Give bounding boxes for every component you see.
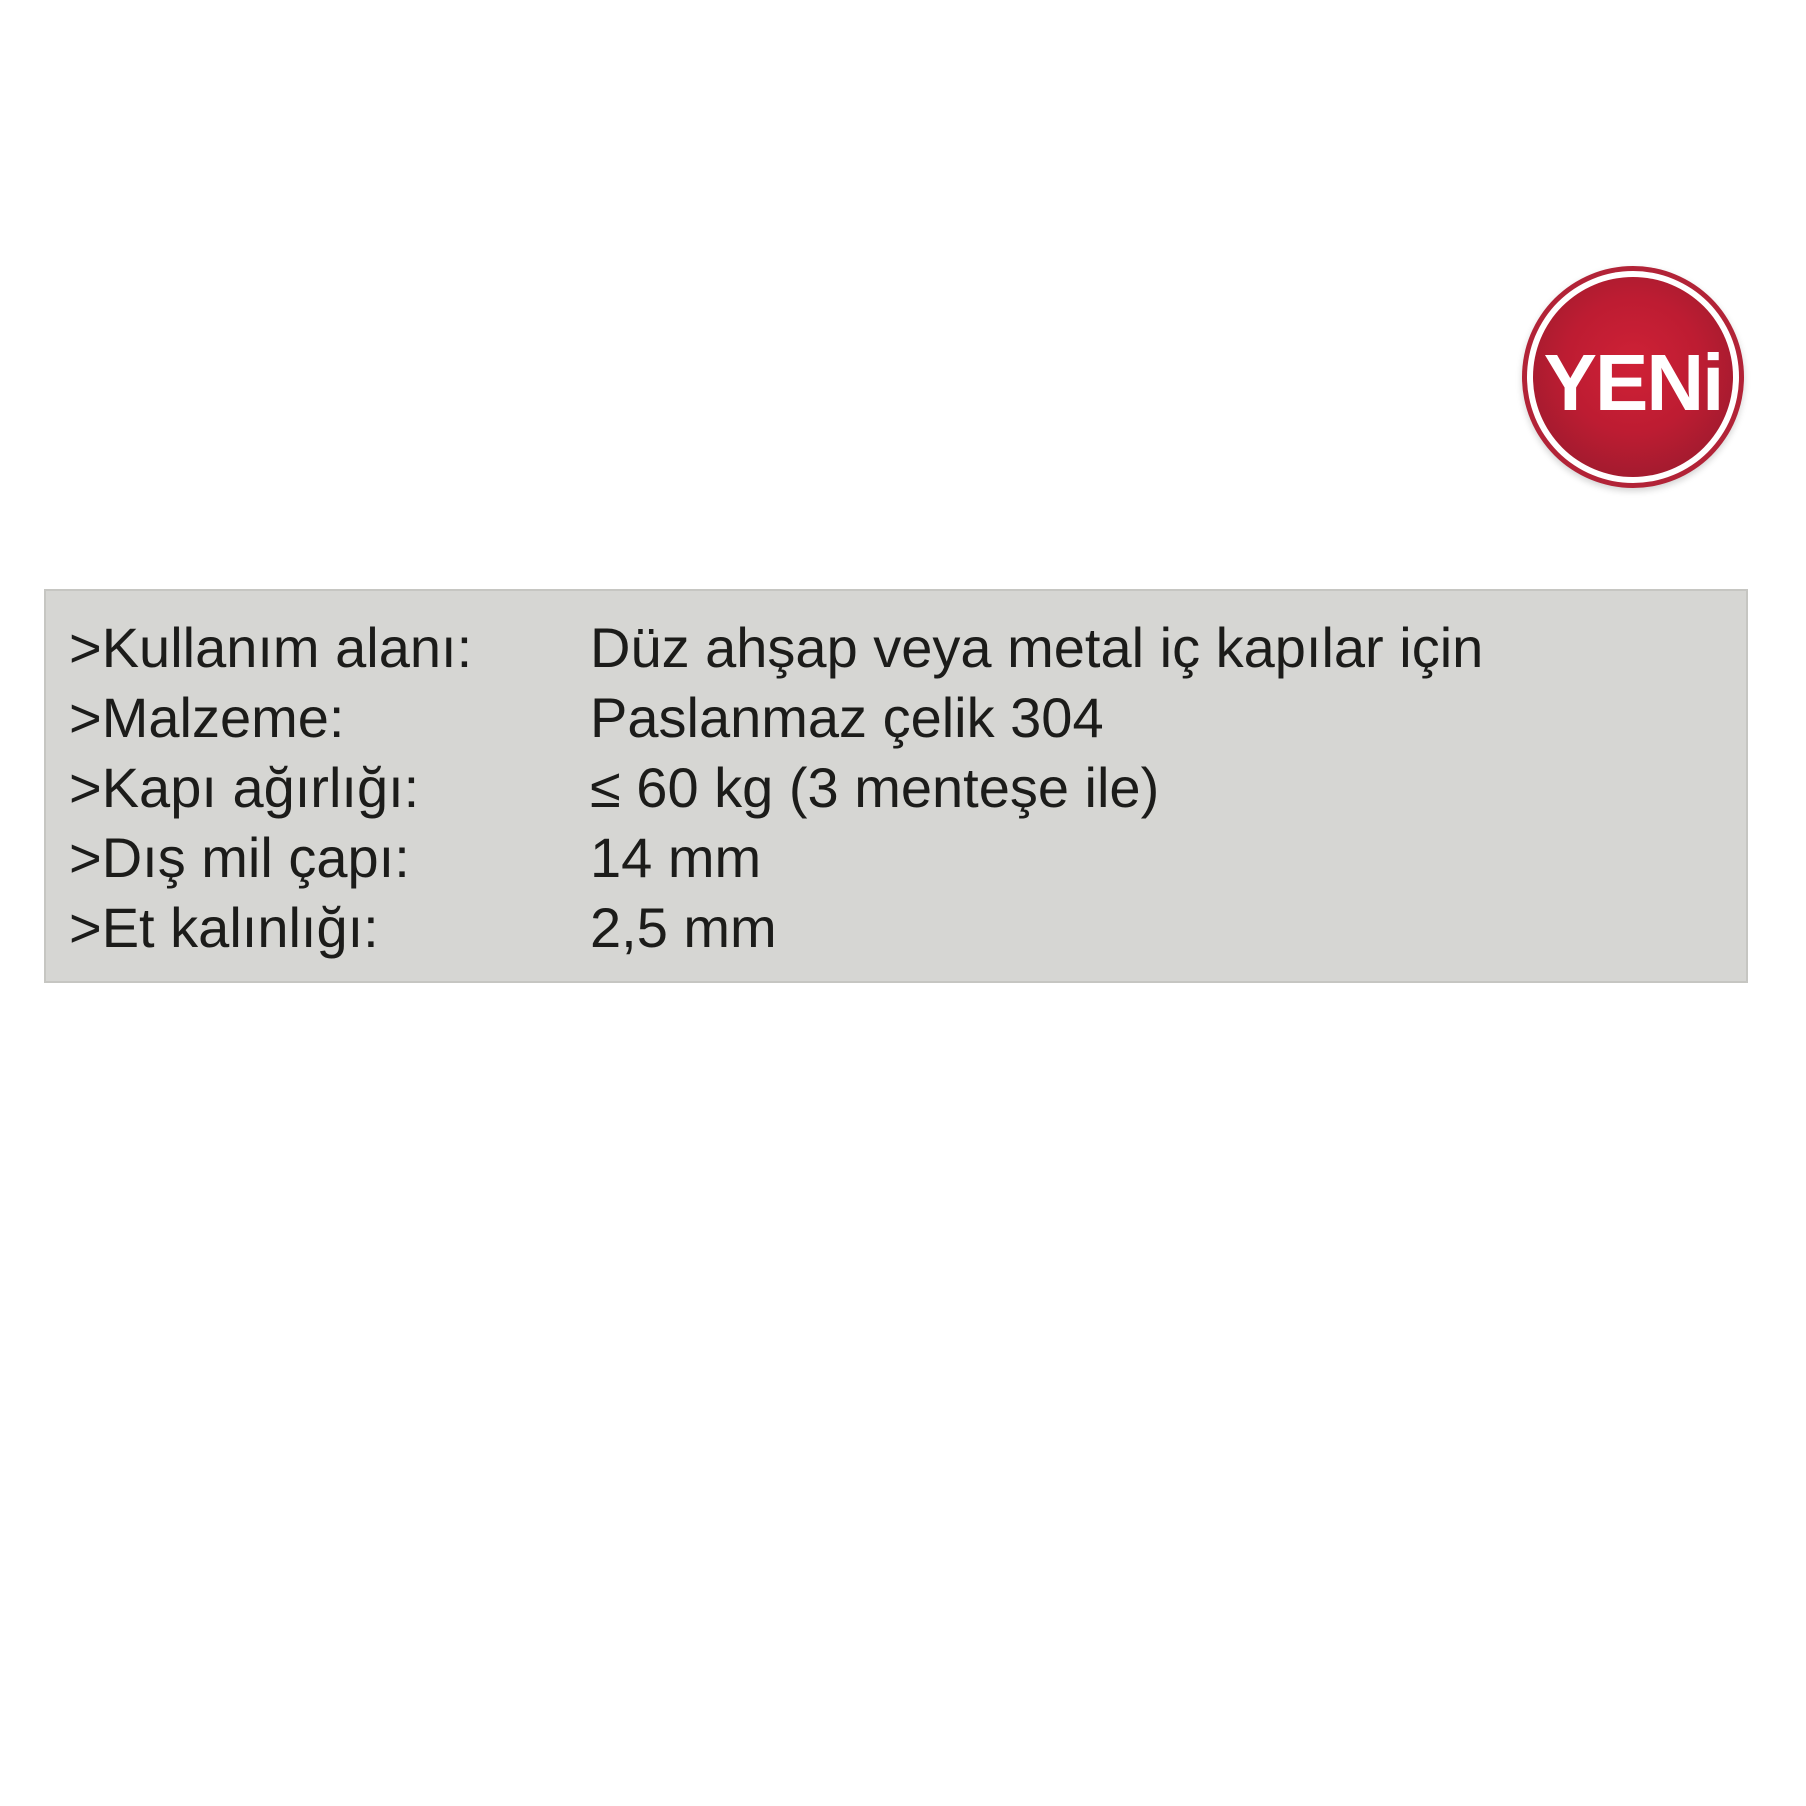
spec-panel — [44, 589, 1748, 983]
spec-row-wall-thickness — [69, 893, 1726, 963]
badge-label: YENi — [1543, 338, 1723, 427]
chevron-icon: > — [69, 756, 102, 819]
spec-label: Kullanım alanı: — [101, 616, 473, 679]
spec-label: Malzeme: — [101, 686, 345, 749]
spec-row-material — [69, 683, 1726, 753]
chevron-icon: > — [69, 896, 102, 959]
spec-row-outer-pin-diameter — [69, 823, 1726, 893]
chevron-icon: > — [69, 826, 102, 889]
spec-value: Paslanmaz çelik 304 — [590, 686, 1104, 749]
spec-row-door-weight — [69, 753, 1726, 823]
badge-inner-circle — [1533, 277, 1733, 477]
chevron-icon: > — [69, 686, 102, 749]
spec-row-usage — [69, 613, 1726, 683]
spec-label: Kapı ağırlığı: — [101, 756, 420, 819]
spec-value: 14 mm — [590, 826, 762, 889]
spec-value: Düz ahşap veya metal iç kapılar için — [590, 616, 1484, 679]
spec-label: Dış mil çapı: — [101, 826, 410, 889]
spec-value: ≤ 60 kg (3 menteşe ile) — [590, 756, 1160, 819]
spec-label: Et kalınlığı: — [101, 896, 379, 959]
spec-value: 2,5 mm — [590, 896, 777, 959]
chevron-icon: > — [69, 616, 102, 679]
new-badge — [1522, 266, 1744, 488]
